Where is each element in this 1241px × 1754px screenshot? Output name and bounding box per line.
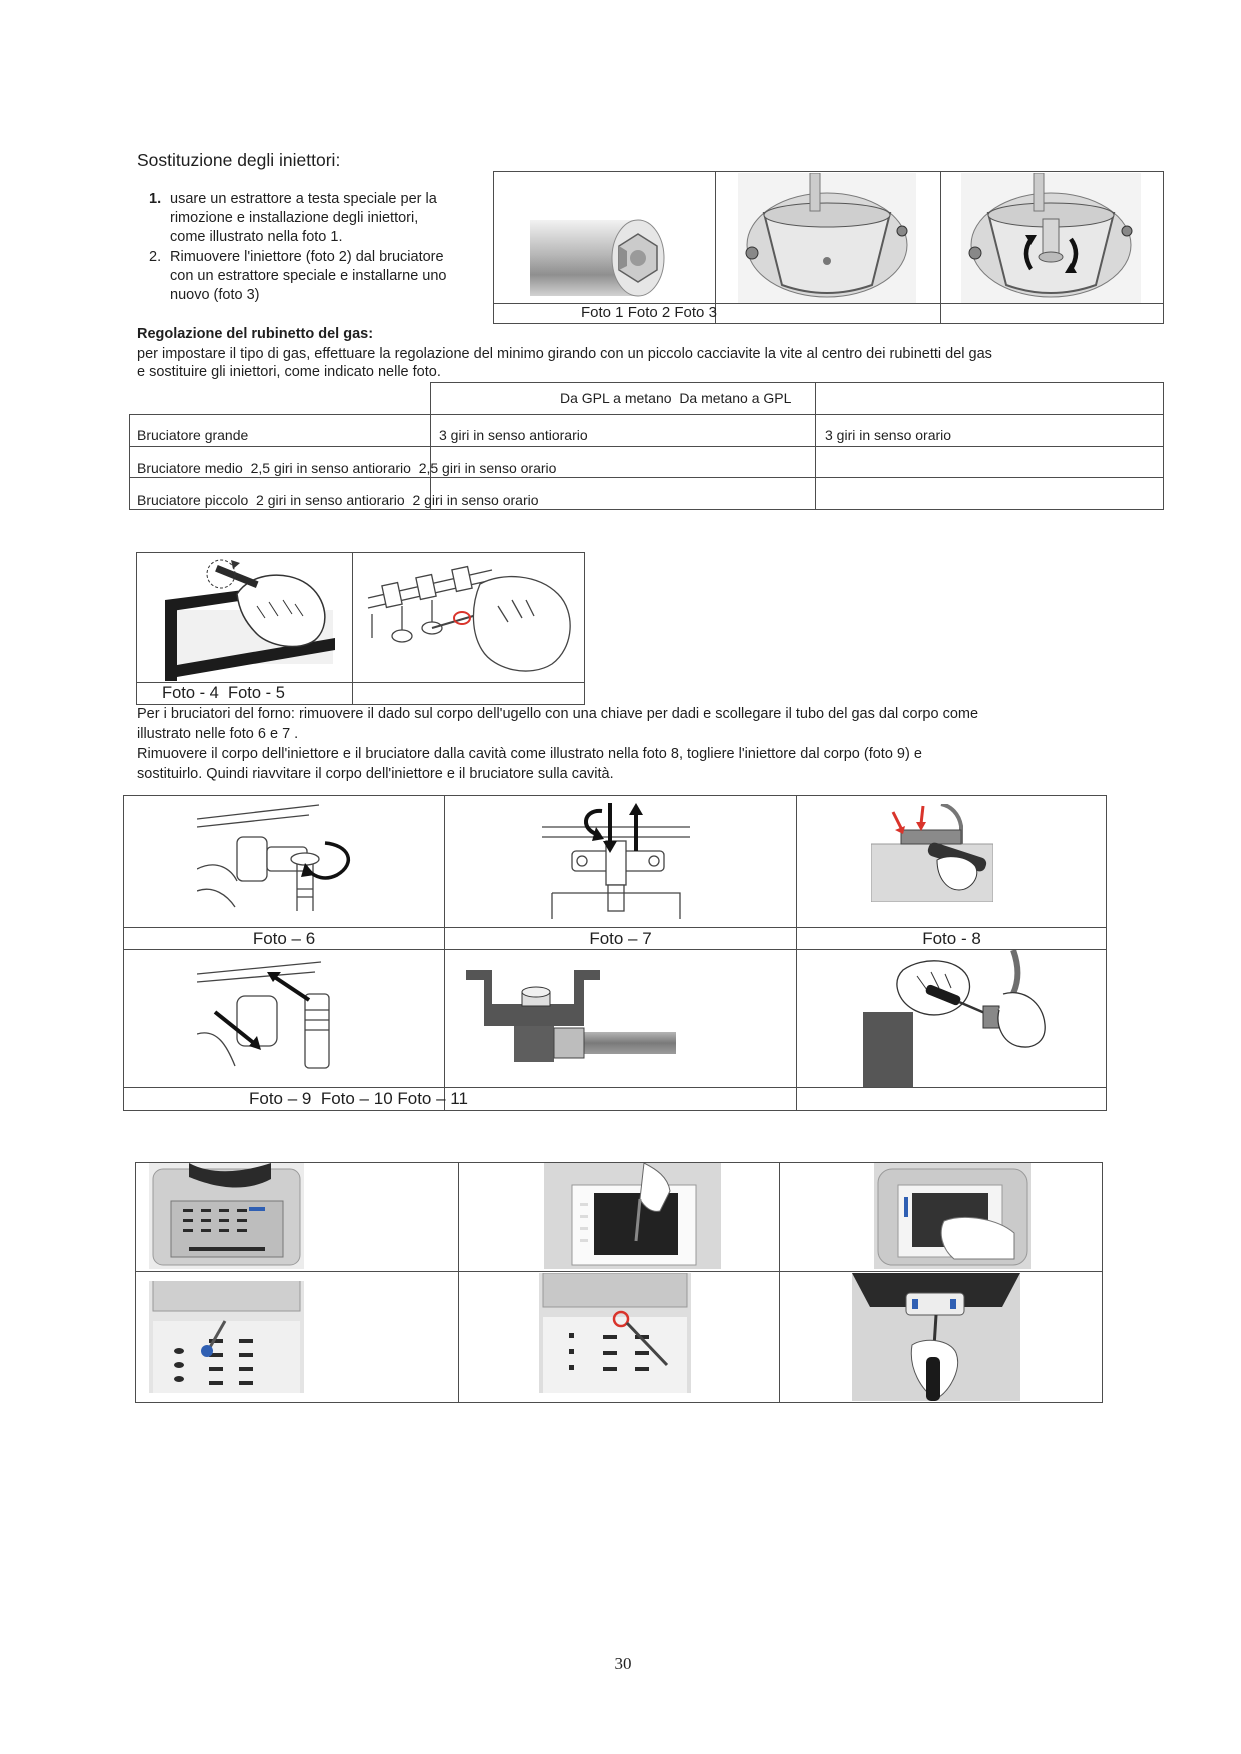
- oven-step-3-image: [874, 1163, 1031, 1269]
- photo-3-new-injector-image: [961, 173, 1141, 303]
- oven-step-1-image: [149, 1163, 304, 1269]
- oven-paragraph-line: sostituirlo. Quindi riavvitare il corpo dell'iniettore e il bruciatore sulla cavità.: [137, 766, 614, 782]
- blue-marker-icon: [904, 1197, 908, 1217]
- large-burner-label: Bruciatore grande: [137, 427, 249, 443]
- photo-8-caption: Foto - 8: [796, 927, 1107, 950]
- table-header-cell: [815, 382, 1164, 415]
- photo-2-burner-injector-image: [738, 173, 916, 303]
- photo-6-nozzle-nut-image: [197, 799, 363, 919]
- photos-4-5-caption: Foto - 4 Foto - 5: [162, 684, 285, 702]
- photo-11-injector-screwdriver-image: [863, 950, 1051, 1087]
- rotate-arrow-icon: [586, 811, 602, 835]
- step-2-line: nuovo (foto 3): [170, 287, 260, 303]
- caption-cell: [715, 303, 941, 324]
- oven-step-4-image: [149, 1281, 304, 1393]
- section-title-injectors: Sostituzione degli iniettori:: [137, 150, 341, 170]
- caption-cell: [444, 1087, 797, 1111]
- screw-icon: [1122, 226, 1132, 236]
- table-cell: [815, 446, 1164, 478]
- blue-marker-icon: [249, 1207, 265, 1211]
- step-2-line: Rimuovere l'iniettore (foto 2) dal bruciatore: [170, 249, 444, 265]
- photos-9-11-caption: Foto – 9 Foto – 10 Foto – 11: [249, 1089, 468, 1108]
- step-2-marker: 2.: [149, 249, 162, 265]
- photo-10-injector-bracket-image: [462, 968, 676, 1070]
- step-1-marker: 1.: [149, 191, 162, 207]
- oven-paragraph-line: Rimuovere il corpo dell'iniettore e il bruciatore dalla cavità come illustrato nella foto 8, togliere l'iniettore dal corpo (foto 9) e: [137, 746, 922, 762]
- photo-5-tap-screwdriver-image: [362, 554, 581, 681]
- screw-icon: [746, 247, 758, 259]
- oven-step-6-image: [852, 1273, 1020, 1401]
- pull-arrow-icon: [273, 976, 309, 1000]
- photo-7-gas-pipe-image: [542, 799, 690, 919]
- section-heading-gas-tap: Regolazione del rubinetto del gas:: [137, 326, 374, 342]
- blue-screw-marker-icon: [201, 1345, 213, 1357]
- table-header-text: Da GPL a metano Da metano a GPL: [560, 390, 792, 406]
- large-burner-methane-to-lpg: 3 giri in senso orario: [825, 427, 952, 443]
- oven-paragraph-line: Per i bruciatori del forno: rimuovere il dado sul corpo dell'ugello con una chiave per dadi e scollegare il tubo del gas dal corpo come: [137, 706, 979, 722]
- medium-burner-row-text: Bruciatore medio 2,5 giri in senso antiorario 2,5 giri in senso orario: [137, 460, 557, 476]
- large-burner-lpg-to-methane: 3 giri in senso antiorario: [439, 427, 588, 443]
- screw-icon: [969, 247, 981, 259]
- oven-step-5-image: [539, 1273, 691, 1393]
- caption-cell: [352, 682, 585, 705]
- caption-cell: [940, 303, 1164, 324]
- photo-4-tap-adjustment-image: [165, 554, 335, 681]
- gas-tap-paragraph-line: per impostare il tipo di gas, effettuare la regolazione del minimo girando con un piccolo cacciavite la vite al centro dei rubinetti del gas: [137, 346, 992, 362]
- photo-7-caption: Foto – 7: [444, 927, 797, 950]
- page-number: 30: [614, 1654, 632, 1673]
- photos-1-3-caption: Foto 1 Foto 2 Foto 3: [581, 304, 717, 321]
- photo-8-burner-removal-image: [871, 804, 993, 902]
- oven-paragraph-line: illustrato nelle foto 6 e 7 .: [137, 726, 299, 742]
- oven-step-2-image: [544, 1163, 721, 1269]
- table-cell: [815, 477, 1164, 510]
- caption-cell: [796, 1087, 1107, 1111]
- photo-1-injector-socket-image: [530, 214, 670, 302]
- step-1-line: come illustrato nella foto 1.: [170, 229, 343, 245]
- screw-icon: [897, 226, 907, 236]
- photo-9-injector-body-image: [197, 954, 352, 1082]
- step-1-line: rimozione e installazione degli iniettori,: [170, 210, 419, 226]
- step-2-line: con un estrattore speciale e installarne uno: [170, 268, 447, 284]
- photo-6-caption: Foto – 6: [123, 927, 445, 950]
- small-burner-row-text: Bruciatore piccolo 2 giri in senso antiorario 2 giri in senso orario: [137, 492, 539, 508]
- gas-tap-paragraph-line: e sostituire gli iniettori, come indicato nelle foto.: [137, 364, 441, 380]
- step-1-line: usare un estrattore a testa speciale per la: [170, 191, 437, 207]
